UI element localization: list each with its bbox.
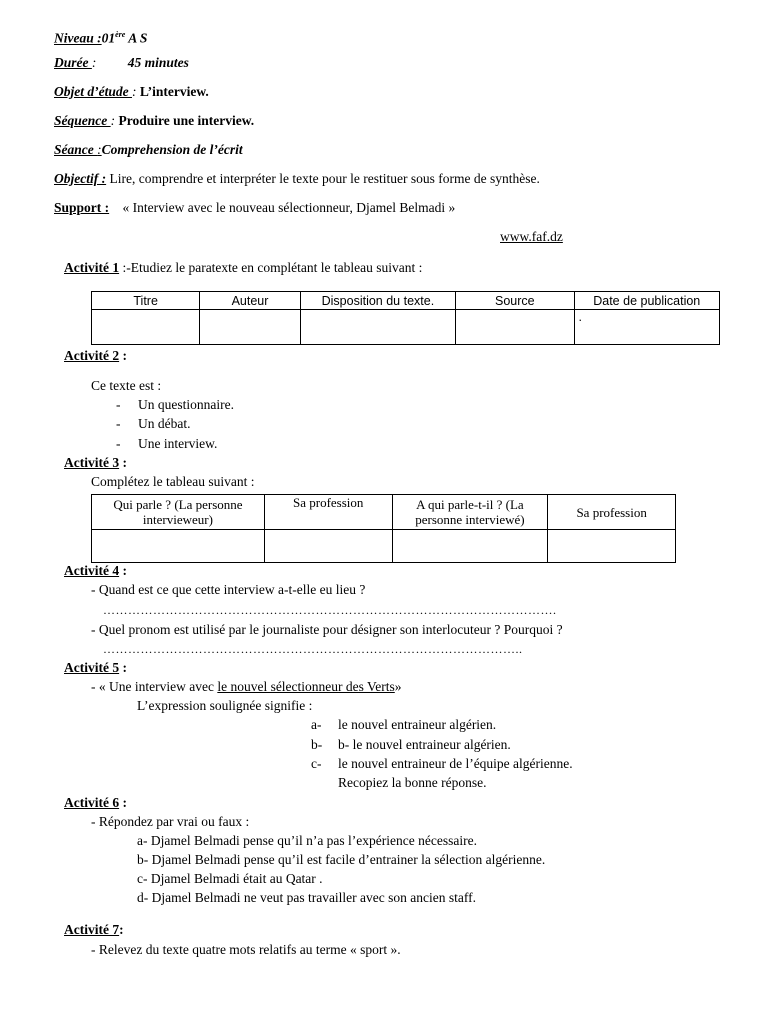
support-line — [54, 200, 455, 216]
activite4-colon: : — [119, 563, 127, 578]
activite5-option: c- le nouvel entraineur de l’équipe algérienne. — [311, 756, 573, 771]
cell-date[interactable]: . — [574, 310, 719, 345]
sequence-line — [54, 113, 254, 129]
seance-line — [54, 142, 243, 158]
objet-label: Objet d’étude — [54, 84, 132, 99]
activite5-label: Activité 5 — [64, 660, 120, 675]
seance-value: Comprehension de l’écrit — [101, 142, 243, 157]
activite7-label: Activité 7 — [64, 922, 120, 937]
activite7-line — [64, 922, 124, 938]
duree-label: Durée — [54, 55, 92, 70]
activite2-label: Activité 2 — [64, 348, 120, 363]
niveau-label: Niveau : — [54, 30, 102, 46]
underlined-expression: le nouvel sélectionneur des Verts — [217, 679, 395, 694]
niveau-value: 01 — [101, 30, 116, 46]
col-date: Date de publication — [574, 292, 719, 310]
activite4-label: Activité 4 — [64, 563, 120, 578]
activite5-quote: - « Une interview avec le nouvel sélectionneur des Verts» — [91, 679, 402, 694]
activite3-label: Activité 3 — [64, 455, 120, 470]
activite5-line — [64, 660, 127, 676]
col-source: Source — [456, 292, 574, 310]
activite2-intro: Ce texte est : — [91, 378, 162, 393]
activite1-line — [64, 260, 422, 276]
activite2-line — [64, 348, 127, 364]
answer-dots-1[interactable]: ………………………………………………………………………………………………. — [103, 603, 557, 617]
objectif-label: Objectif : — [54, 171, 107, 186]
cell-auteur[interactable] — [200, 310, 300, 345]
seance-label: Séance — [54, 142, 98, 157]
activite1-instruction: :-Etudiez le paratexte en complétant le tableau suivant : — [122, 260, 423, 275]
col-a-qui: A qui parle-t-il ? (La personne interviewé) — [392, 495, 548, 530]
table-paratexte — [91, 291, 720, 345]
activite6-item: d- Djamel Belmadi ne veut pas travailler avec son ancien staff. — [137, 890, 476, 905]
activite5-expr: L’expression soulignée signifie : — [137, 698, 313, 713]
duree-line — [54, 55, 189, 71]
col-qui-parle: Qui parle ? (La personne intervieweur) — [92, 495, 265, 530]
activite4-q2: - Quel pronom est utilisé par le journaliste pour désigner son interlocuteur ? Pourquoi ? — [91, 622, 563, 637]
activite6-line — [64, 795, 127, 811]
cell-source[interactable] — [456, 310, 574, 345]
niveau-suffix: A S — [125, 30, 148, 46]
niveau-line — [54, 27, 147, 47]
activite5-option: a- le nouvel entraineur algérien. — [311, 717, 497, 732]
activite2-option: - Une interview. — [116, 436, 218, 451]
source-link[interactable]: www.faf.dz — [500, 229, 563, 244]
activite1-label: Activité 1 — [64, 260, 120, 275]
seance-sep: : — [97, 142, 102, 157]
activite6-item: b- Djamel Belmadi pense qu’il est facile d’entrainer la sélection algérienne. — [137, 852, 546, 867]
activite2-option: - Un débat. — [116, 416, 191, 431]
cell-profession-1[interactable] — [264, 530, 392, 563]
sequence-sep: : — [110, 113, 116, 128]
table-interview — [91, 494, 676, 563]
objectif-line — [54, 171, 540, 187]
activite6-colon: : — [119, 795, 127, 810]
objet-value: L’interview. — [139, 84, 209, 99]
sequence-value: Produire une interview. — [118, 113, 255, 128]
cell-profession-2[interactable] — [548, 530, 676, 563]
col-auteur: Auteur — [200, 292, 300, 310]
objet-sep: : — [131, 84, 137, 99]
activite3-instruction: Complétez le tableau suivant : — [91, 474, 255, 489]
activite3-line — [64, 455, 127, 471]
activite7-colon: : — [119, 922, 124, 937]
activite7-instruction: - Relevez du texte quatre mots relatifs au terme « sport ». — [91, 942, 401, 957]
activite2-option: - Un questionnaire. — [116, 397, 234, 412]
cell-qui-parle[interactable] — [92, 530, 265, 563]
support-value: « Interview avec le nouveau sélectionneur, Djamel Belmadi » — [122, 200, 456, 215]
niveau-sup: ère — [115, 30, 126, 39]
answer-dots-2[interactable]: ……………………………………………………………………………………….. — [103, 642, 523, 656]
activite4-q1: - Quand est ce que cette interview a-t-elle eu lieu ? — [91, 582, 366, 597]
activite5-colon: : — [119, 660, 127, 675]
activite2-colon: : — [119, 348, 127, 363]
support-label: Support : — [54, 200, 110, 215]
activite4-line — [64, 563, 127, 579]
cell-disposition[interactable] — [300, 310, 455, 345]
activite6-item: c- Djamel Belmadi était au Qatar . — [137, 871, 323, 886]
activite6-instruction: - Répondez par vrai ou faux : — [91, 814, 250, 829]
duree-sep: : — [91, 55, 97, 70]
sequence-label: Séquence — [54, 113, 111, 128]
col-profession-1: Sa profession — [264, 495, 392, 530]
objectif-value: Lire, comprendre et interpréter le texte pour le restituer sous forme de synthèse. — [109, 171, 540, 186]
activite6-label: Activité 6 — [64, 795, 120, 810]
activite5-option: b- b- le nouvel entraineur algérien. — [311, 737, 511, 752]
activite5-recopiez: Recopiez la bonne réponse. — [338, 775, 487, 790]
cell-titre[interactable] — [92, 310, 200, 345]
col-disposition: Disposition du texte. — [300, 292, 455, 310]
col-titre: Titre — [92, 292, 200, 310]
activite3-colon: : — [119, 455, 127, 470]
duree-value: 45 minutes — [127, 55, 189, 70]
objet-line — [54, 84, 209, 100]
activite6-item: a- Djamel Belmadi pense qu’il n’a pas l’expérience nécessaire. — [137, 833, 477, 848]
col-profession-2: Sa profession — [548, 495, 676, 530]
cell-a-qui[interactable] — [392, 530, 548, 563]
